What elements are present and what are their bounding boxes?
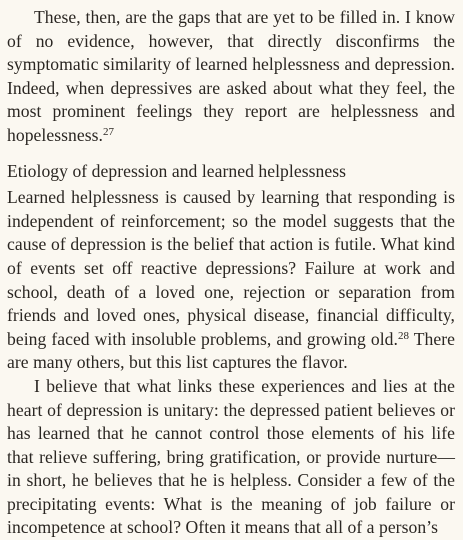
paragraph-etiology (7, 186, 455, 375)
paragraph-text: Learned helplessness is caused by learning that responding is independent of reinforcement; so the model suggests that the cause of depression is the belief that action is futile. What kind of events set off reactive depressions? Failure at work and school, death of a loved one, rejection or separation from friends and loved ones, physical disease, financial difficulty, being faced with insoluble problems, and growing old. (7, 187, 455, 349)
paragraph-gaps (7, 6, 455, 148)
paragraph-text: I believe that what links these experiences and lies at the heart of depression is unitary: the depressed patient believes or has learned that he cannot control those elements of his life that relieve suffering, bring gratification, or provide nurture—in short, he believes that he is helpless. Consider a few of the precipitating events: What is the meaning of job failure or incompetence at school? Often it means that all of a person’s (7, 375, 455, 538)
footnote-marker: 28 (397, 329, 410, 342)
footnote-marker: 27 (102, 125, 115, 138)
paragraph-tail: There are many others, but this list captures the flavor. (7, 328, 455, 373)
paragraph-text: These, then, are the gaps that are yet to be filled in. I know of no evidence, however, that directly disconfirms the symptomatic similarity of learned helplessness and depression. Indeed, when depressives are asked about what they feel, the most prominent feelings they report are helplessness and hopelessness. (7, 7, 455, 145)
section-heading: Etiology of depression and learned helplessness (7, 160, 346, 181)
paragraph-unitary (7, 375, 455, 540)
